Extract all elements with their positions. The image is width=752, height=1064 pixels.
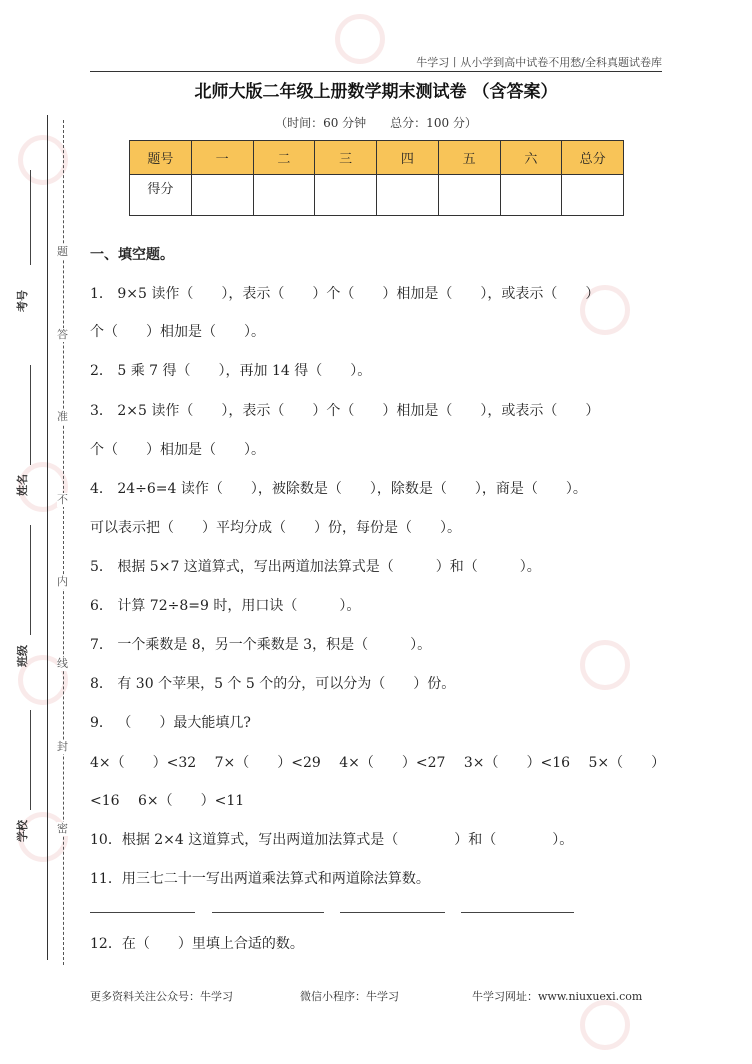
section-heading: 一、填空题。 (90, 247, 174, 263)
score-cell[interactable] (315, 175, 377, 216)
question-7: 7． 一个乘数是 8，另一个乘数是 3，积是（ ）。 (90, 637, 432, 653)
question-12: 12．在（ ）里填上合适的数。 (90, 936, 304, 952)
score-table (129, 140, 624, 216)
question-4: 4． 24÷6=4 读作（ ），被除数是（ ），除数是（ ），商是（ ）。 (90, 481, 587, 497)
score-table-header-cell: 一 (191, 141, 253, 175)
student-name-label: 姓名 (16, 474, 29, 496)
score-table-header-cell: 二 (253, 141, 315, 175)
score-table-header-cell: 六 (500, 141, 562, 175)
seal-char: 内 (57, 575, 68, 588)
binding-solid-line (47, 115, 48, 960)
question-10: 10．根据 2×4 这道算式，写出两道加法算式是（ ）和（ ）。 (90, 832, 574, 848)
class-label: 班级 (16, 645, 29, 667)
seal-char: 答 (57, 328, 68, 341)
score-table-header-cell: 三 (315, 141, 377, 175)
score-table-header-cell: 题号 (130, 141, 192, 175)
answer-blank[interactable] (461, 912, 574, 913)
question-8: 8． 有 30 个苹果，5 个 5 个的分，可以分为（ ）份。 (90, 676, 456, 692)
header-divider (90, 71, 662, 72)
seal-char: 密 (57, 822, 68, 835)
question-9-items: 4×（ ）<32 7×（ ）<29 4×（ ）<27 3×（ ）<16 5×（ ） (90, 755, 666, 771)
page-title: 北师大版二年级上册数学期末测试卷 （含答案） (194, 82, 558, 102)
school-label: 学校 (16, 820, 29, 842)
school-field[interactable] (30, 710, 32, 810)
question-9-items-cont: <16 6×（ ）<11 (90, 793, 245, 809)
score-table-header-cell: 四 (377, 141, 439, 175)
watermark-logo (335, 14, 385, 64)
answer-blank[interactable] (212, 912, 324, 913)
question-9: 9． （ ）最大能填几? (90, 715, 251, 731)
question-4-cont: 可以表示把（ ）平均分成（ ）份，每份是（ ）。 (90, 520, 461, 536)
footer-wechat-account: 更多资料关注公众号：牛学习 (90, 990, 233, 1003)
question-2: 2． 5 乘 7 得（ ），再加 14 得（ ）。 (90, 363, 372, 379)
score-table-header-cell: 总分 (562, 141, 624, 175)
score-row-label: 得分 (130, 175, 192, 216)
score-table-row (130, 175, 624, 216)
exam-number-label: 考号 (16, 290, 29, 312)
student-name-field[interactable] (30, 365, 32, 465)
seal-char: 题 (57, 245, 68, 258)
footer-website-link[interactable]: 牛学习网址：www.niuxuexi.com (472, 990, 643, 1003)
class-field[interactable] (30, 525, 32, 635)
answer-blank[interactable] (90, 912, 195, 913)
seal-char: 准 (57, 410, 68, 423)
seal-char: 不 (57, 493, 68, 506)
exam-number-field[interactable] (30, 170, 32, 265)
footer-mini-program: 微信小程序：牛学习 (300, 990, 399, 1003)
seal-char: 封 (57, 740, 68, 753)
score-cell[interactable] (438, 175, 500, 216)
answer-blank[interactable] (340, 912, 445, 913)
score-cell[interactable] (191, 175, 253, 216)
question-11: 11．用三七二十一写出两道乘法算式和两道除法算数。 (90, 871, 430, 887)
question-1: 1． 9×5 读作（ ），表示（ ）个（ ）相加是（ ），或表示（ ） (90, 286, 600, 302)
question-1-cont: 个（ ）相加是（ ）。 (90, 324, 265, 340)
question-3-cont: 个（ ）相加是（ ）。 (90, 442, 265, 458)
score-table-header-row (130, 141, 624, 175)
question-6: 6． 计算 72÷8=9 时，用口诀（ ）。 (90, 598, 361, 614)
question-3: 3． 2×5 读作（ ），表示（ ）个（ ）相加是（ ），或表示（ ） (90, 403, 600, 419)
score-cell[interactable] (253, 175, 315, 216)
watermark-logo (580, 1000, 630, 1050)
score-cell[interactable] (562, 175, 624, 216)
score-cell[interactable] (500, 175, 562, 216)
score-cell[interactable] (377, 175, 439, 216)
binding-strip (0, 115, 80, 965)
score-table-header-cell: 五 (438, 141, 500, 175)
exam-info: （时间：60 分钟 总分：100 分） (275, 116, 477, 130)
seal-char: 线 (57, 657, 68, 670)
header-text: 牛学习丨从小学到高中试卷不用愁/全科真题试卷库 (416, 56, 662, 69)
question-5: 5． 根据 5×7 这道算式，写出两道加法算式是（ ）和（ ）。 (90, 559, 541, 575)
